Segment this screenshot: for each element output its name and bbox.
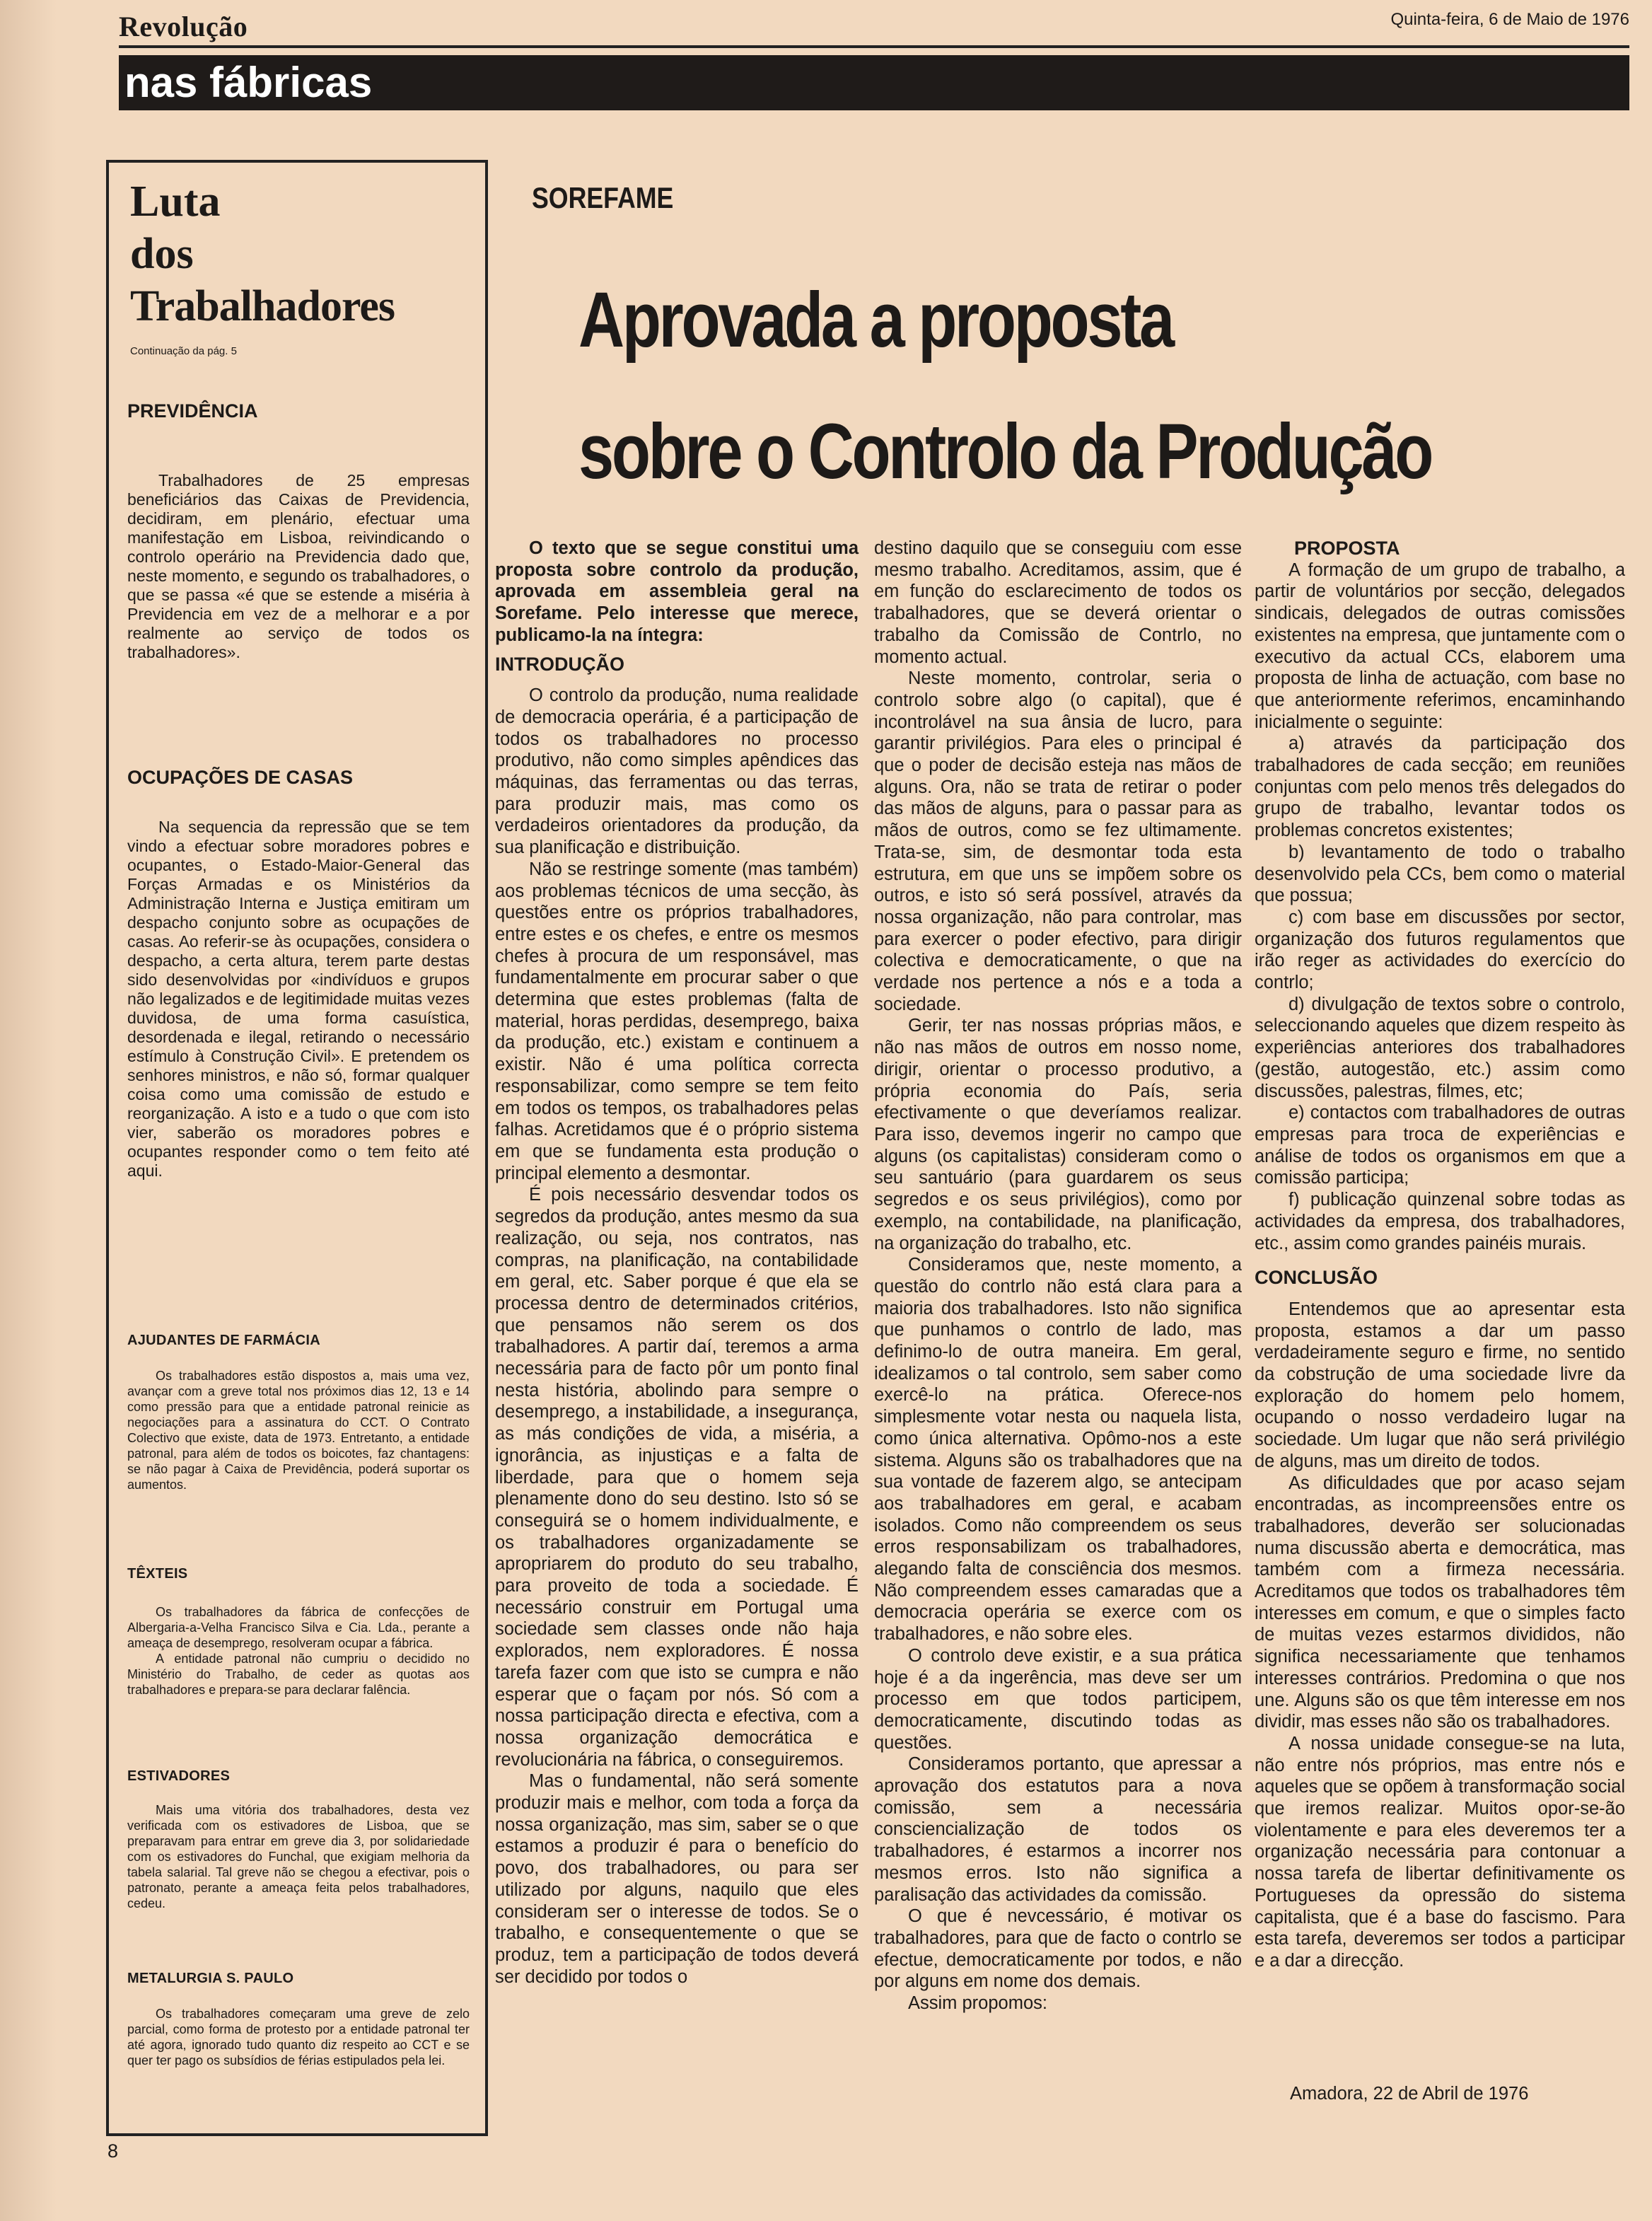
headline-line: sobre o Controlo da Produção [578, 408, 1432, 495]
proposta-heading: PROPOSTA [1294, 538, 1400, 559]
article-place-date: Amadora, 22 de Abril de 1976 [1290, 2084, 1529, 2104]
paragraph: Mais uma vitória dos trabalhadores, desta vez verificada com os estivadores de Lisboa, que se preparavam para entrar em greve dia 3, por solidariedade com os estivadores do Funchal, que exigiam melhoria da tabela salarial. Tal greve não se chegou a efectivar, pois o patronato, perante a ameaça feita pelos trabalhadores, cedeu. [127, 1803, 470, 1910]
continuation-note: Continuação da pág. 5 [130, 345, 237, 357]
ajudantes-heading: AJUDANTES DE FARMÁCIA [127, 1333, 320, 1348]
estivadores-text [127, 1802, 470, 1911]
sidebar-title-line: Trabalhadores [130, 282, 395, 330]
page-edge-shading [0, 0, 57, 2221]
ajudantes-text [127, 1368, 470, 1492]
paragraph: Gerir, ter nas nossas próprias mãos, e não nas mãos de outros em nosso nome, dirigir, orientar o processo produtivo, a própria economia do País, seria efectivamente o que deveríamos realizar. Para isso, devemos ingerir no campo que alguns (os capitalistas) consideram como o seu santuário (para guardarem os seus segredos e os seus privilégios), como por exemplo, na contabilidade, na planificação, na organização do trabalho, etc. [874, 1016, 1242, 1253]
paragraph: Trabalhadores de 25 empresas beneficiários das Caixas de Previdencia, decidiram, em plenário, efectuar uma manifestação em Lisboa, reivindicando o controlo operário na Previdencia dado que, neste momento, e segundo os trabalhadores, o que se passa «é que se estende a miséria à Previdencia em vez de a melhorar e a por realmente ao serviço de todos os trabalhadores». [127, 471, 470, 661]
paragraph: Mas o fundamental, não será somente produzir mais e melhor, com toda a força da nossa organização, mas sim, saber se o que estamos a produzir é para o benefício do povo, dos trabalhadores, ou para ser utilizado por alguns, naquilo que eles consideram ser o interesse de todos. Se o trabalho, e consequentemente o que se produz, tem a participação de todos deverá ser decidido por todos o [495, 1771, 859, 1987]
article-lead: O texto que se segue constitui uma proposta sobre controlo da produção, aprovada em assembleia geral na Sorefame. Pelo interesse que merece, publicamo-la na íntegra: [495, 538, 859, 645]
paragraph: O que é nevcessário, é motivar os trabalhadores, para que de facto o contrlo se efectue, democraticamente por todos, e não por alguns em nome dos demais. [874, 1906, 1242, 1992]
paragraph: Os trabalhadores estão dispostos a, mais uma vez, avançar com a greve total nos próximos dias 12, 13 e 14 como pressão para que a entidade patronal reinicie as negociações para a assinatura do CCT. O Contrato Colectivo que existe, data de 1973. Entretanto, a entidade patronal, para além de todos os boicotes, faz chantagens: se não pagar à Caixa de Previdência, poderá suportar os aumentos. [127, 1369, 470, 1492]
paragraph: Neste momento, controlar, seria o controlo sobre algo (o capital), que é incontrolável na sua ânsia de lucro, para garantir privilégios. Para eles o principal é que o poder de decisão esteja nas mãos de alguns. Ora, não se trata de retirar o poder das mãos de alguns, para o passar para as mãos de outros, como se fez ultimamente. Trata-se, sim, de desmontar toda esta estrutura, em que uns se impõem sobre os outros, e isto só será possível, através da nossa organização, não para controlar, mas para exercer o poder efectivo, para dirigir colectiva e democraticamente, o que na verdade nos pertence a nós e a toda a sociedade. [874, 668, 1242, 1014]
article-column-2 [874, 538, 1242, 2014]
list-item: d) divulgação de textos sobre o controlo, seleccionando aqueles que dizem respeito às experiências anteriores dos trabalhadores (gestão, autogestão, etc.) assim como discussões, palestras, filmes, etc; [1255, 994, 1625, 1101]
paragraph: Os trabalhadores começaram uma greve de zelo parcial, como forma de protesto por a entidade patronal ter até agora, ignorado tudo quanto diz respeito ao CCT e se quer ter pago os subsídios de férias estipulados pela lei. [127, 2007, 470, 2068]
paragraph: As dificuldades que por acaso sejam encontradas, as incompreensões entre os trabalhadores, deverão ser solucionadas numa discussão aberta e democrática, mas também com a firmeza necessária. Acreditamos que todos os trabalhadores têm interesses em comum, e que o simples facto de muitas vezes estarmos divididos, não significa necessariamente que tenhamos interesses contrários. Predomina o que nos une. Alguns são os que têm interesse em nos dividir, mas esses não são os trabalhadores. [1255, 1473, 1625, 1732]
page-number: 8 [107, 2140, 119, 2162]
metalurgia-heading: METALURGIA S. PAULO [127, 1971, 294, 1986]
list-item: c) com base em discussões por sector, organização dos futuros regulamentos que irão reger as actividades do exercício do contrlo; [1255, 907, 1625, 993]
ocupacoes-heading: OCUPAÇÕES DE CASAS [127, 767, 354, 788]
estivadores-heading: ESTIVADORES [127, 1768, 231, 1784]
paragraph: Consideramos portanto, que apressar a aprovação dos estatutos para a nova comissão, sem a necessária consciencialização de todos os trabalhadores, é estarmos a incorrer nos mesmos erros. Isto não significa a paralisação das actividades da comissão. [874, 1754, 1242, 1905]
paragraph: Consideramos que, neste momento, a questão do contrlo não está clara para a maioria dos trabalhadores. Isto não significa que punhamos o contrlo de lado, mas definimo-lo de outra maneira. Em geral, idealizamos o tal controlo, sem saber como exercê-lo na prática. Oferece-nos simplesmente votar nesta ou naquela lista, como única alternativa. Opômo-nos a este sistema. Alguns são os trabalhadores que na sua vontade de fazerem algo, se antecipam aos trabalhadores em geral, e acabam isolados. Como não compreendem os seus erros responsabilizam os trabalhadores, alegando falta de consciência dos mesmos. Não compreendem esses camaradas que a democracia operária se exerce com os trabalhadores, e não sobre eles. [874, 1255, 1242, 1645]
intro-heading: INTRODUÇÃO [495, 653, 624, 675]
paragraph: A formação de um grupo de trabalho, a partir de voluntários por secção, delegados sindicais, delegados de outras comissões existentes na empresa, que juntamente com o executivo da actual CCs, elaborem uma proposta de linha de actuação, com base no que anteriormente referimos, encaminhando inicialmente o seguinte: [1255, 559, 1625, 732]
paragraph: Os trabalhadores da fábrica de confecções de Albergaria-a-Velha Francisco Silva e Cia. Lda., perante a ameaça de desemprego, resolveram ocupar a fábrica. [127, 1605, 470, 1650]
paragraph: O controlo da produção, numa realidade de democracia operária, é a participação de todos os trabalhadores no processo produtivo, não como simples apêndices das máquinas, das ferramentas ou das terras, para produzir mais, mas como os verdadeiros orientadores da produção, da sua planificação e distribuição. [495, 685, 859, 858]
sidebar-title [130, 175, 395, 332]
newspaper-name: Revolução [119, 11, 248, 42]
previdencia-text [127, 471, 470, 662]
ocupacoes-text [127, 818, 470, 1181]
headline-line: Aprovada a proposta [578, 277, 1173, 364]
list-item: e) contactos com trabalhadores de outras empresas para troca de experiências e análise de todos os organismos em que a comissão participa; [1255, 1103, 1625, 1188]
previdencia-heading: PREVIDÊNCIA [127, 400, 258, 422]
paragraph: É pois necessário desvendar todos os segredos da produção, antes mesmo da sua realização, ou seja, nos contratos, nas compras, na planificação, na contabilidade em geral, etc. Saber porque é que ela se processa dentro de determinados critérios, que pensamos não serem os dos trabalhadores. A partir daí, teremos a arma necessária para de facto pôr um ponto final nesta história, abolindo para sempre o desemprego, a instabilidade, a insegurança, as más condições de vida, a miséria, a ignorância, as injustiças e a falta de liberdade, para que o homem seja plenamente dono do seu destino. Isto só se conseguirá se o homem individualmente, e os trabalhadores organizadamente se apropriarem do produto do seu trabalho, para proveito de toda a sociedade. É necessário construir em Portugal uma sociedade sem classes onde não haja explorados, nem exploradores. É nossa tarefa fazer com que isto se cumpra e não esperar que o façam por nós. Só com a nossa participação directa e efectiva, com a nossa organização democrática e revolucionária na fábrica, o conseguiremos. [495, 1185, 859, 1770]
paragraph: Assim propomos: [908, 1993, 1047, 2014]
paragraph: A nossa unidade consegue-se na luta, não entre nós próprios, mas entre nós e aqueles que se opõem à transformação social que iremos realizar. Muitos opor-se-ão violentamente e para eles deveremos ter a organização necessária para contonuar a nossa tarefa de libertar definitivamente os Portugueses da opressão do sistema capitalista, que é a base do fascismo. Para esta tarefa, deveremos ser todos a participar e a dar a direcção. [1255, 1733, 1625, 1971]
metalurgia-text [127, 2006, 470, 2068]
paragraph: Não se restringe somente (mas também) aos problemas técnicos de uma secção, às questões entre os próprios trabalhadores, entre estes e os chefes, e entre os mesmos chefes à procura de um responsável, mas fundamentalmente em procurar saber o que determina que estes problemas (falta de material, horas perdidas, desemprego, baixa da produção, etc.) existam e continuem a existir. Não é uma política correcta responsabilizar, como sempre se tem feito em todos os tempos, os trabalhadores pelas falhas. Acretidamos que é o próprio sistema em que se fundamenta esta produção o principal elemento a desmontar. [495, 859, 859, 1183]
article-kicker: SOREFAME [532, 181, 674, 214]
list-item: b) levantamento de todo o trabalho desenvolvido pela CCs, bem como o material que possua; [1255, 842, 1625, 906]
paragraph: Entendemos que ao apresentar esta proposta, estamos a dar um passo verdadeiramente seguro e firme, no sentido da cobstrução de uma sociedade livre da exploração do homem pelo homem, ocupando o nosso verdadeiro lugar na sociedade. Um lugar que não será privilégio de alguns, mas um direito de todos. [1255, 1299, 1625, 1471]
conclusao-heading: CONCLUSÃO [1255, 1267, 1378, 1289]
paragraph: Na sequencia da repressão que se tem vindo a efectuar sobre moradores pobres e ocupantes, o Estado-Maior-General das Forças Armadas e os Ministérios da Administração Interna e Justiça emitiram um despacho conjunto sobre as ocupações de casas. Ao referir-se às ocupações, considera o despacho, a certa altura, terem parte destas sido desenvolvidas por «indivíduos e grupos não legalizados e de legitimidade muitas vezes duvidosa, de uma forma casuística, desordenada e ilegal, retirando o necessário estímulo à Construção Civil». E pretendem os senhores ministros, e não só, formar qualquer coisa como uma comissão de estudo e reorganização. A isto e a tudo o que com isto vier, saberão os moradores pobres e ocupantes responder como o tem feito até aqui. [127, 818, 470, 1180]
texteis-heading: TÊXTEIS [127, 1566, 188, 1582]
section-banner: nas fábricas [119, 55, 1629, 110]
top-rule [119, 45, 1629, 48]
list-item: a) através da participação dos trabalhadores de cada secção; em reuniões conjuntas com pelo menos três delegados do grupo de trabalho, levantar todos os problemas concretos existentes; [1255, 733, 1625, 841]
article-column-1 [495, 538, 859, 1988]
paragraph: O controlo deve existir, e a sua prática hoje é a da ingerência, mas deve ser um processo em que todos participem, democraticamente, discutindo todas as questões. [874, 1645, 1242, 1753]
article-column-3 [1255, 538, 1625, 1972]
sidebar-title-line: dos [130, 230, 194, 278]
list-item: f) publicação quinzenal sobre todas as actividades da empresa, dos trabalhadores, etc., assim como grandes painéis murais. [1255, 1190, 1625, 1253]
issue-date: Quinta-feira, 6 de Maio de 1976 [1390, 10, 1629, 29]
texteis-text [127, 1604, 470, 1698]
paragraph: A entidade patronal não cumpriu o decidido no Ministério do Trabalho, de ceder as quotas aos trabalhadores e prepara-se para declarar falência. [127, 1652, 470, 1697]
paragraph: destino daquilo que se conseguiu com esse mesmo trabalho. Acreditamos, assim, que é em função do esclarecimento de todos os trabalhadores, que se deverá orientar o trabalho da Comissão de Contrlo, no momento actual. [874, 538, 1242, 667]
article-headline [578, 255, 1431, 518]
sidebar-title-line: Luta [130, 178, 221, 226]
